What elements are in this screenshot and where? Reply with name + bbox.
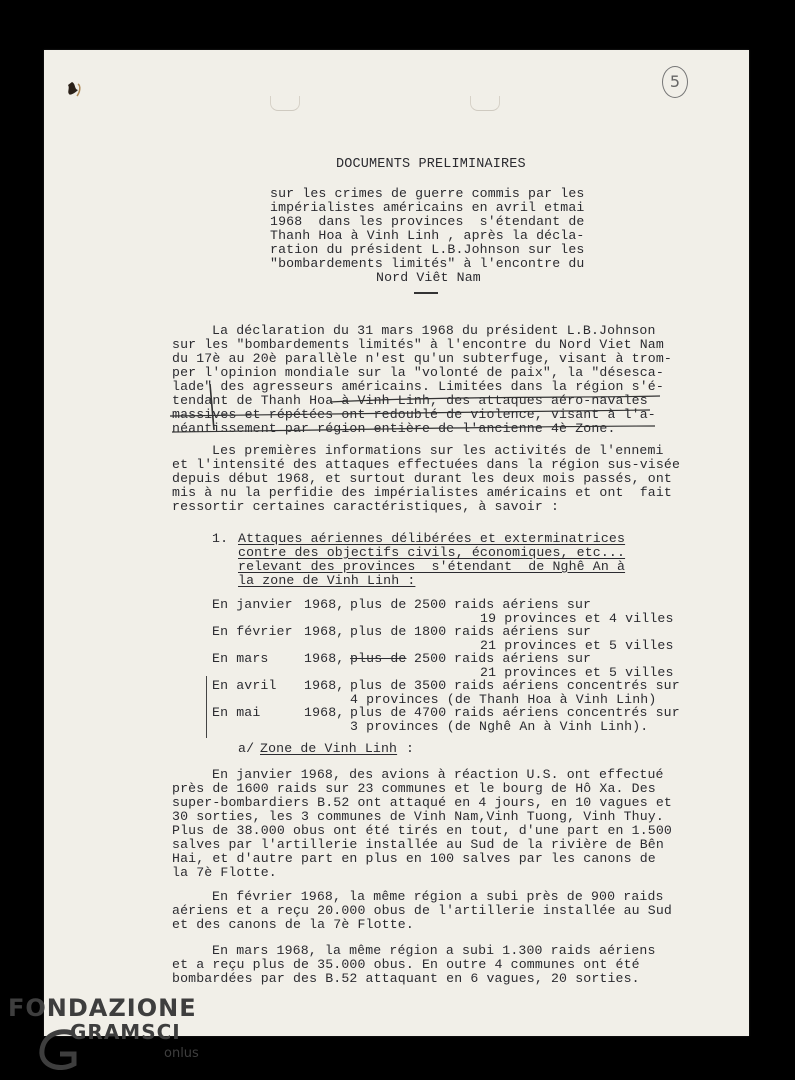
stats-count: 2500 [414, 597, 447, 612]
text-line: la 7è Flotte. [172, 865, 277, 880]
text-line: En mars 1968, la même région a subi 1.300 raids aériens [212, 943, 656, 958]
stats-count: 4700 [414, 705, 447, 720]
heading-line: la zone de Vinh Linh : [238, 573, 416, 588]
margin-bracket-mark [206, 676, 207, 738]
stats-detail: 3 provinces (de Nghê An à Vinh Linh). [350, 719, 649, 734]
heading-line: contre des objectifs civils, économiques, etc... [238, 545, 626, 560]
stats-year: 1968, [304, 705, 345, 720]
stats-count: 3500 [414, 678, 447, 693]
stats-month: En mai [212, 705, 261, 720]
text-line: néantissement par région entière de l'ancienne 4è Zone. [172, 421, 616, 436]
text-line: du 17è au 20è parallèle n'est qu'un subterfuge, visant à trom- [172, 351, 672, 366]
stats-year: 1968, [304, 624, 345, 639]
text-line: massives et répétées ont redoublé de violence, visant à l'a- [172, 407, 656, 422]
text-line: tendant de Thanh Hoa à Vinh Linh, des attaques aéro-navales [172, 393, 648, 408]
paper-fold-mark [270, 96, 300, 111]
heading-line: Attaques aériennes délibérées et exterminatrices [238, 531, 626, 546]
stats-prefix: plus de [350, 651, 407, 666]
text-line: mis à nu la perfidie des impérialistes américains et ont fait [172, 485, 672, 500]
text-line: La déclaration du 31 mars 1968 du président L.B.Johnson [212, 323, 656, 338]
paper-fold-mark [470, 96, 500, 111]
watermark-line: GRAMSCI [70, 1020, 181, 1044]
stats-prefix: plus de [350, 678, 407, 693]
stats-desc: raids aériens concentrés sur [454, 705, 680, 720]
text-line: salves par l'artillerie installée au Sud de la rivière de Bên [172, 837, 664, 852]
stats-month: En avril [212, 678, 277, 693]
separator-dash [414, 292, 438, 294]
page-number: 5 [662, 66, 688, 98]
text-line: 30 sorties, les 3 communes de Vinh Nam,Vinh Tuong, Vinh Thuy. [172, 809, 664, 824]
subtitle-line: impérialistes américains en avril etmai [270, 200, 585, 215]
text-line: depuis début 1968, et surtout durant les deux mois passés, ont [172, 471, 672, 486]
stats-desc: raids aériens sur [454, 651, 592, 666]
document-title: DOCUMENTS PRELIMINAIRES [336, 157, 526, 172]
watermark-line: FONDAZIONE [8, 994, 197, 1022]
section-number: 1. [212, 531, 229, 546]
stats-desc: raids aériens sur [454, 624, 592, 639]
text-line: bombardées par des B.52 attaquant en 6 vagues, 20 sorties. [172, 971, 640, 986]
text-line: Plus de 38.000 obus ont été tirés en tout, d'une part en 1.500 [172, 823, 672, 838]
text-line: Les premières informations sur les activités de l'ennemi [212, 443, 664, 458]
text-line: En janvier 1968, des avions à réaction U.S. ont effectué [212, 767, 664, 782]
subtitle-line: "bombardements limités" à l'encontre du [270, 256, 585, 271]
stats-month: En janvier [212, 597, 293, 612]
subsection-colon: : [406, 741, 415, 756]
stats-month: En février [212, 624, 293, 639]
subtitle-line: sur les crimes de guerre commis par les [270, 186, 585, 201]
stats-year: 1968, [304, 651, 345, 666]
text-line: et a reçu plus de 35.000 obus. En outre 4 communes ont été [172, 957, 640, 972]
text-line: et des canons de la 7è Flotte. [172, 917, 414, 932]
text-line: super-bombardiers B.52 ont attaqué en 4 jours, en 10 vagues et [172, 795, 672, 810]
text-line: Hai, et d'autre part en plus en 100 salves par les canons de [172, 851, 656, 866]
stats-detail: 21 provinces et 5 villes [480, 638, 674, 653]
heading-line: relevant des provinces s'étendant de Nghê An à [238, 559, 626, 574]
ink-blot-icon [64, 80, 86, 104]
stats-detail: 4 provinces (de Thanh Hoa à Vinh Linh) [350, 692, 657, 707]
stats-count: 2500 [414, 651, 447, 666]
stats-month: En mars [212, 651, 269, 666]
stats-desc: raids aériens concentrés sur [454, 678, 680, 693]
subtitle-line: ration du président L.B.Johnson sur les [270, 242, 585, 257]
stats-year: 1968, [304, 678, 345, 693]
stats-count: 1800 [414, 624, 447, 639]
text-line: ressortir certaines caractéristiques, à savoir : [172, 499, 560, 514]
stats-detail: 21 provinces et 5 villes [480, 665, 674, 680]
stats-desc: raids aériens sur [454, 597, 592, 612]
text-line: per l'opinion mondiale sur la "volonté de paix", la "désesca- [172, 365, 664, 380]
watermark-line: onlus [164, 1046, 199, 1061]
gramsci-logo-icon [34, 1026, 86, 1074]
text-line: sur les "bombardements limités" à l'encontre du Nord Viet Nam [172, 337, 664, 352]
subsection-label: a/ [238, 741, 255, 756]
stats-prefix: plus de [350, 705, 407, 720]
text-line: et l'intensité des attaques effectuées dans la région sus-visée [172, 457, 681, 472]
handwritten-underline-marks [150, 380, 670, 440]
stats-prefix: plus de [350, 597, 407, 612]
subtitle-line: Thanh Hoa à Vinh Linh , après la décla- [270, 228, 585, 243]
stats-detail: 19 provinces et 4 villes [480, 611, 674, 626]
subtitle-line: 1968 dans les provinces s'étendant de [270, 214, 585, 229]
text-line: aériens et a reçu 20.000 obus de l'artillerie installée au Sud [172, 903, 672, 918]
text-line: En février 1968, la même région a subi près de 900 raids [212, 889, 664, 904]
stats-prefix: plus de [350, 624, 407, 639]
stats-year: 1968, [304, 597, 345, 612]
text-line: lade" des agresseurs américains. Limitées dans la région s'é- [172, 379, 664, 394]
subsection-title: Zone de Vinh Linh [260, 741, 398, 756]
text-line: près de 1600 raids sur 23 communes et le bourg de Hô Xa. Des [172, 781, 656, 796]
subtitle-line: Nord Viêt Nam [376, 270, 481, 285]
